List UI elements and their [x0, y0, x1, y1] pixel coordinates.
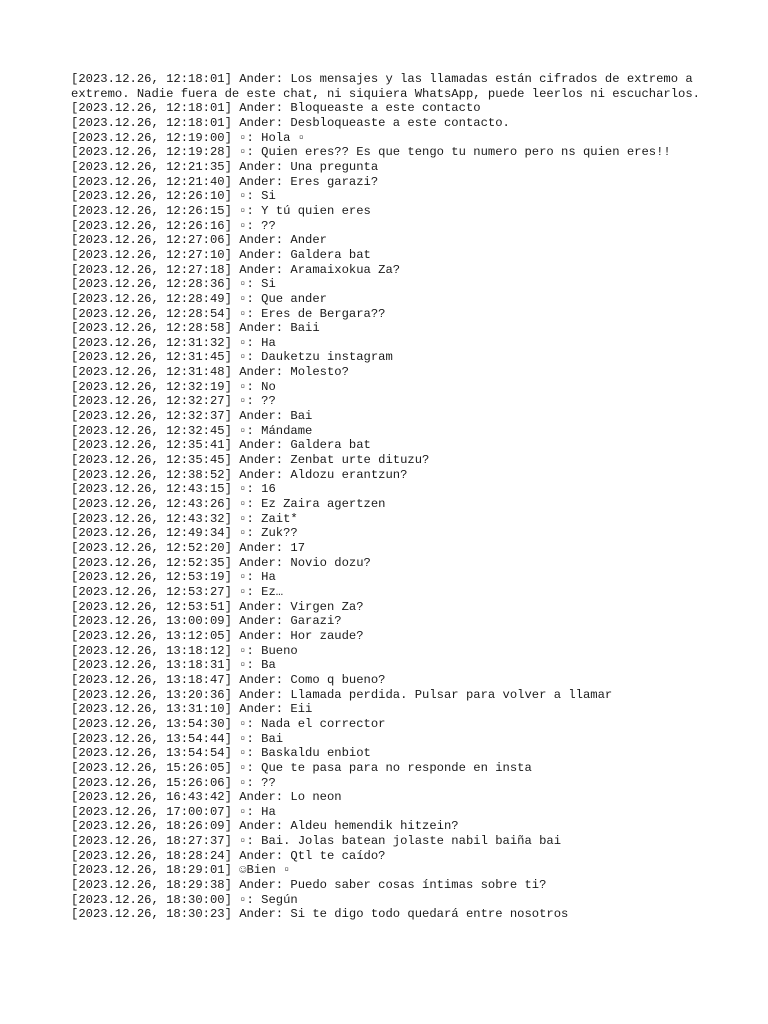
chat-message-line: [2023.12.26, 12:32:19] ▫: No — [71, 379, 276, 394]
chat-message-line: [2023.12.26, 12:28:36] ▫: Si — [71, 277, 276, 292]
chat-message-line: [2023.12.26, 12:32:37] Ander: Bai — [71, 409, 313, 424]
chat-message-line: [2023.12.26, 12:52:20] Ander: 17 — [71, 541, 306, 555]
chat-message-line: [2023.12.26, 18:26:09] Ander: Aldeu hemendik hitzein? — [71, 819, 459, 834]
chat-message-line: [2023.12.26, 13:31:10] Ander: Eii — [71, 702, 313, 717]
chat-message-line: [2023.12.26, 12:18:01] Ander: Los mensajes y las llamadas están cifrados de extremo a extremo. Nadie fuera de este chat, ni siquiera WhatsApp, puede leerlos ni escucharlos. — [71, 72, 700, 101]
chat-message-line: [2023.12.26, 13:18:12] ▫: Bueno — [71, 643, 298, 658]
chat-message-line: [2023.12.26, 12:26:15] ▫: Y tú quien eres — [71, 203, 371, 218]
chat-message-line: [2023.12.26, 13:18:31] ▫: Ba — [71, 658, 276, 673]
chat-message-line: [2023.12.26, 12:31:32] ▫: Ha — [71, 335, 276, 350]
chat-message-line: [2023.12.26, 12:53:19] ▫: Ha — [71, 570, 276, 585]
chat-message-line: [2023.12.26, 12:28:58] Ander: Baii — [71, 321, 320, 336]
chat-message-line: [2023.12.26, 18:27:37] ▫: Bai. Jolas batean jolaste nabil baiña bai — [71, 834, 562, 849]
chat-message-line: [2023.12.26, 13:00:09] Ander: Garazi? — [71, 614, 342, 629]
chat-message-line: [2023.12.26, 12:28:54] ▫: Eres de Bergara?? — [71, 306, 386, 321]
chat-message-line: [2023.12.26, 13:54:44] ▫: Bai — [71, 731, 284, 746]
chat-message-line: [2023.12.26, 15:26:06] ▫: ?? — [71, 775, 276, 790]
chat-message-line: [2023.12.26, 12:52:35] Ander: Novio dozu? — [71, 555, 371, 570]
chat-message-line: [2023.12.26, 12:19:28] ▫: Quien eres?? Es que tengo tu numero pero ns quien eres!! — [71, 145, 671, 160]
chat-message-line: [2023.12.26, 12:49:34] ▫: Zuk?? — [71, 526, 298, 541]
chat-message-line: [2023.12.26, 12:18:01] Ander: Desbloqueaste a este contacto. — [71, 115, 510, 130]
chat-message-line: [2023.12.26, 13:18:47] Ander: Como q bueno? — [71, 672, 386, 687]
chat-message-line: [2023.12.26, 12:18:01] Ander: Bloqueaste a este contacto — [71, 101, 481, 116]
chat-message-line: [2023.12.26, 13:20:36] Ander: Llamada perdida. Pulsar para volver a llamar — [71, 687, 613, 702]
chat-message-line: [2023.12.26, 13:54:30] ▫: Nada el corrector — [71, 716, 386, 731]
chat-message-line: [2023.12.26, 12:43:15] ▫: 16 — [71, 482, 276, 497]
chat-message-line: [2023.12.26, 12:53:51] Ander: Virgen Za? — [71, 599, 364, 614]
chat-message-line: [2023.12.26, 12:35:41] Ander: Galdera bat — [71, 438, 371, 453]
chat-message-line: [2023.12.26, 12:19:00] ▫: Hola ▫ — [71, 130, 306, 145]
chat-message-line: [2023.12.26, 12:21:40] Ander: Eres garazi? — [71, 174, 379, 189]
chat-message-line: [2023.12.26, 15:26:05] ▫: Que te pasa para no responde en insta — [71, 760, 532, 775]
chat-message-line: [2023.12.26, 12:32:45] ▫: Mándame — [71, 423, 313, 438]
chat-message-line: [2023.12.26, 12:31:48] Ander: Molesto? — [71, 365, 349, 380]
chat-message-line: [2023.12.26, 18:30:00] ▫: Según — [71, 892, 298, 907]
chat-message-line: [2023.12.26, 12:43:26] ▫: Ez Zaira agertzen — [71, 497, 386, 512]
chat-message-line: [2023.12.26, 12:27:06] Ander: Ander — [71, 233, 327, 248]
chat-message-line: [2023.12.26, 18:29:38] Ander: Puedo saber cosas íntimas sobre ti? — [71, 878, 547, 893]
chat-message-line: [2023.12.26, 12:26:10] ▫: Si — [71, 189, 276, 204]
chat-message-line: [2023.12.26, 12:31:45] ▫: Dauketzu instagram — [71, 350, 393, 365]
chat-message-line: [2023.12.26, 13:12:05] Ander: Hor zaude? — [71, 628, 364, 643]
chat-message-line: [2023.12.26, 12:53:27] ▫: Ez… — [71, 584, 284, 599]
chat-message-line: [2023.12.26, 17:00:07] ▫: Ha — [71, 804, 276, 819]
chat-message-line: [2023.12.26, 12:27:18] Ander: Aramaixokua Za? — [71, 262, 401, 277]
chat-message-line: [2023.12.26, 12:26:16] ▫: ?? — [71, 218, 276, 233]
chat-message-line: [2023.12.26, 12:43:32] ▫: Zait* — [71, 511, 298, 526]
chat-message-line: [2023.12.26, 12:38:52] Ander: Aldozu erantzun? — [71, 467, 408, 482]
chat-message-line: [2023.12.26, 16:43:42] Ander: Lo neon — [71, 790, 342, 805]
chat-message-line: [2023.12.26, 13:54:54] ▫: Baskaldu enbiot — [71, 746, 371, 761]
chat-message-line: [2023.12.26, 12:32:27] ▫: ?? — [71, 394, 276, 409]
chat-transcript — [71, 72, 711, 922]
chat-message-line: [2023.12.26, 12:21:35] Ander: Una pregunta — [71, 159, 379, 174]
chat-message-line: [2023.12.26, 18:30:23] Ander: Si te digo todo quedará entre nosotros — [71, 907, 569, 922]
chat-message-line: [2023.12.26, 12:27:10] Ander: Galdera bat — [71, 247, 371, 262]
chat-message-line: [2023.12.26, 18:28:24] Ander: Qtl te caído? — [71, 848, 386, 863]
chat-message-line: [2023.12.26, 18:29:01] ☺Bien ▫ — [71, 863, 291, 878]
chat-message-line: [2023.12.26, 12:35:45] Ander: Zenbat urte dituzu? — [71, 453, 430, 468]
chat-message-line: [2023.12.26, 12:28:49] ▫: Que ander — [71, 291, 327, 306]
